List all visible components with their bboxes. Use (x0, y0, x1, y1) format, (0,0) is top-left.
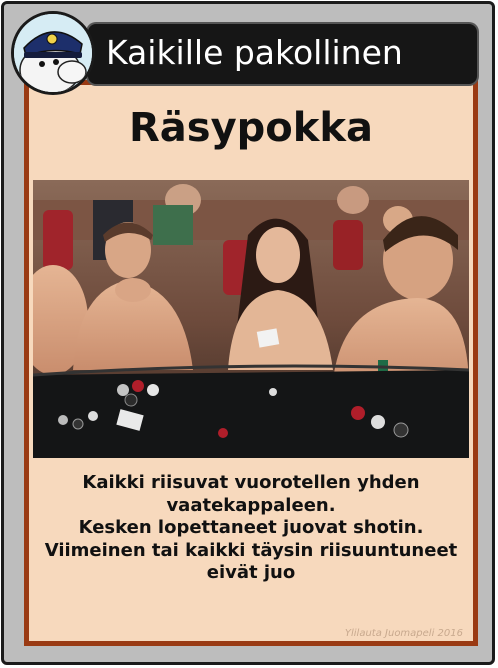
card-footer: Ylilauta Juomapeli 2016 (344, 628, 463, 639)
card-description (29, 472, 473, 585)
moomin-police-icon (11, 11, 95, 95)
description-line: Viimeinen tai kaikki täysin riisuuntuneet (44, 539, 458, 561)
category-banner (88, 24, 477, 84)
card-body (24, 80, 478, 646)
description-line: vaatekappaleen. (166, 494, 336, 516)
card-title: Räsypokka (129, 105, 373, 151)
poker-table-photo (33, 180, 469, 458)
description-line: Kaikki riisuvat vuorotellen yhden (82, 472, 420, 493)
category-label: Kaikille pakollinen (106, 33, 403, 72)
description-line: eivät juo (206, 562, 296, 583)
description-line: Kesken lopettaneet juovat shotin. (78, 517, 424, 538)
game-card[interactable] (1, 1, 495, 665)
